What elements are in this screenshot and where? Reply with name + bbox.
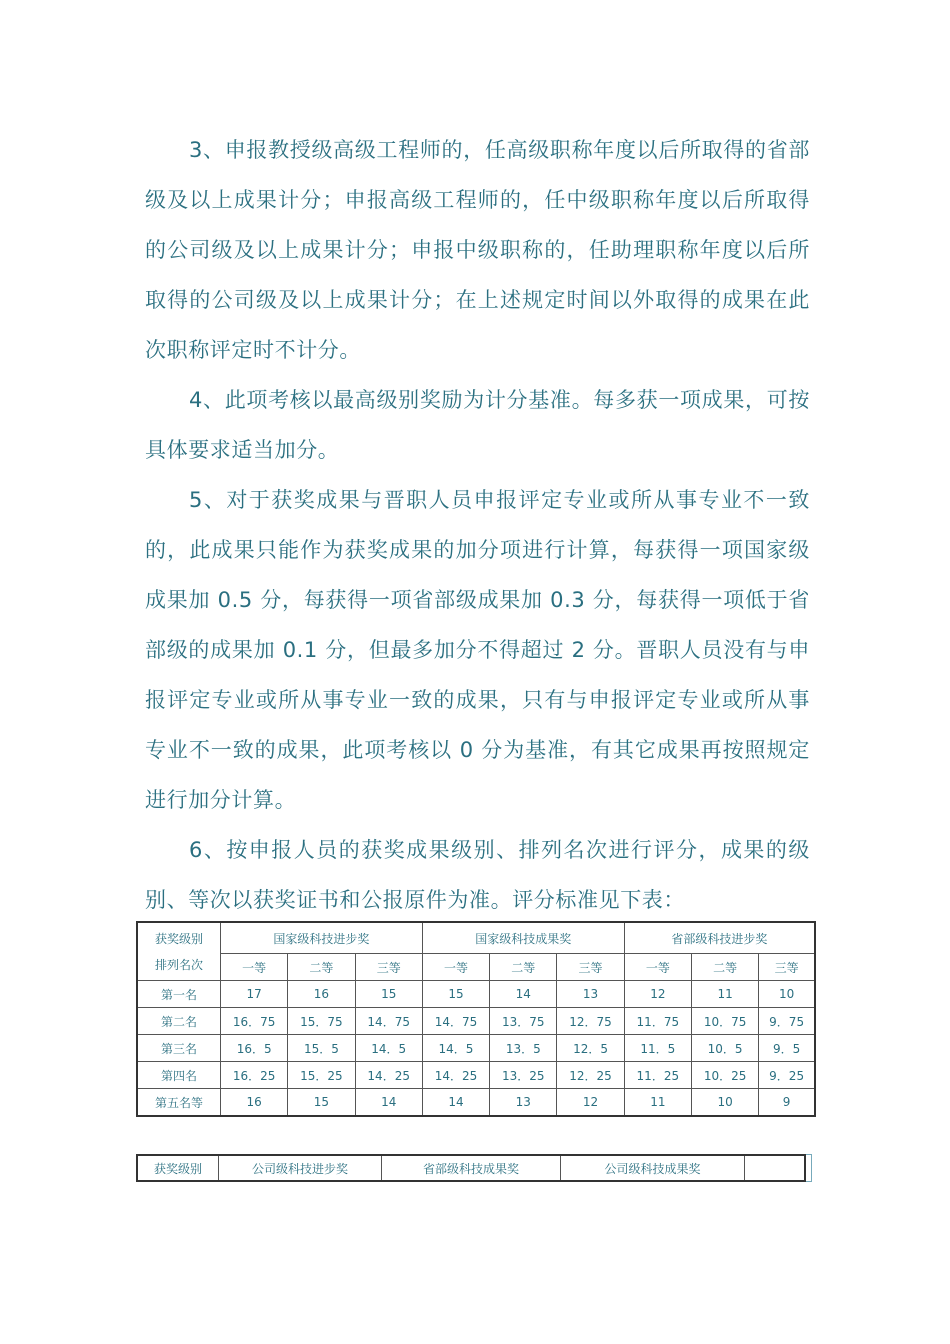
score-cell: 15．75 (288, 1008, 355, 1035)
score-cell: 12 (557, 1089, 624, 1117)
group-header: 公司级科技进步奖 (219, 1155, 382, 1181)
group-header: 省部级科技进步奖 (624, 922, 815, 954)
score-cell: 15 (422, 981, 489, 1008)
paragraph-3: 3、申报教授级高级工程师的，任高级职称年度以后所取得的省部级及以上成果计分；申报高级工程师的，任中级职称年度以后所取得的公司级及以上成果计分；申报中级职称的，任助理职称年度以后所取得的公司级及以上成果计分；在上述规定时间以外取得的成果在此次职称评定时不计分。 (145, 138, 810, 362)
score-cell: 11 (624, 1089, 691, 1117)
rank-label: 第二名 (137, 1008, 221, 1035)
rank-label: 第一名 (137, 981, 221, 1008)
score-cell: 14．5 (355, 1035, 422, 1062)
group-header: 公司级科技成果奖 (561, 1155, 745, 1181)
table-corner-header (137, 922, 221, 981)
paragraph-5: 5、对于获奖成果与晋职人员申报评定专业或所从事专业不一致的，此成果只能作为获奖成果的加分项进行计算，每获得一项国家级成果加 0.5 分，每获得一项省部级成果加 0.3 分，每获得一项低于省部级的成果加 0.1 分，但最多加分不得超过 2 分。晋职人员没有与申报评定专业或所从事专业一致的成果，只有与申报评定专业或所从事专业不一致的成果，此项考核以 0 分为基准，有其它成果再按照规定进行加分计算。 (145, 488, 810, 812)
score-cell: 13．75 (490, 1008, 557, 1035)
table-row (137, 981, 815, 1008)
grade-header: 一等 (422, 954, 489, 981)
rank-label: 第四名 (137, 1062, 221, 1089)
continuation-table (136, 1154, 806, 1182)
score-cell: 9．25 (759, 1062, 815, 1089)
score-cell: 11．25 (624, 1062, 691, 1089)
score-cell: 9．75 (759, 1008, 815, 1035)
table-edge-line (806, 1154, 812, 1182)
score-cell: 13 (490, 1089, 557, 1117)
grade-header: 三等 (557, 954, 624, 981)
empty-cell (745, 1155, 806, 1181)
score-cell: 12．25 (557, 1062, 624, 1089)
score-cell: 16．25 (221, 1062, 288, 1089)
score-cell: 10．75 (691, 1008, 758, 1035)
score-cell: 15 (288, 1089, 355, 1117)
score-cell: 14．75 (422, 1008, 489, 1035)
score-cell: 16．75 (221, 1008, 288, 1035)
group-header: 省部级科技成果奖 (382, 1155, 561, 1181)
score-cell: 13．5 (490, 1035, 557, 1062)
table-row (137, 1062, 815, 1089)
award-level-header: 获奖级别 (137, 1155, 219, 1181)
score-cell: 16 (221, 1089, 288, 1117)
score-cell: 14．25 (355, 1062, 422, 1089)
group-header: 国家级科技进步奖 (221, 922, 423, 954)
score-cell: 12 (624, 981, 691, 1008)
score-cell: 16．5 (221, 1035, 288, 1062)
corner-label-rank: 排列名次 (154, 957, 203, 972)
score-cell: 14．25 (422, 1062, 489, 1089)
score-cell: 14．75 (355, 1008, 422, 1035)
score-cell: 17 (221, 981, 288, 1008)
grade-header: 一等 (624, 954, 691, 981)
rank-label: 第三名 (137, 1035, 221, 1062)
grade-header: 三等 (759, 954, 815, 981)
score-cell: 12．5 (557, 1035, 624, 1062)
table-row (137, 1008, 815, 1035)
grade-header: 二等 (288, 954, 355, 981)
score-table (136, 921, 816, 1117)
score-cell: 14．5 (422, 1035, 489, 1062)
corner-label-award-level: 获奖级别 (154, 931, 203, 946)
grade-header: 二等 (691, 954, 758, 981)
score-cell: 11．75 (624, 1008, 691, 1035)
paragraph-4: 4、此项考核以最高级别奖励为计分基准。每多获一项成果，可按具体要求适当加分。 (145, 388, 810, 462)
score-cell: 12．75 (557, 1008, 624, 1035)
group-header: 国家级科技成果奖 (422, 922, 624, 954)
score-cell: 10．5 (691, 1035, 758, 1062)
table-row (137, 1155, 805, 1181)
score-cell: 14 (422, 1089, 489, 1117)
score-cell: 13 (557, 981, 624, 1008)
score-cell: 9．5 (759, 1035, 815, 1062)
grade-header: 三等 (355, 954, 422, 981)
paragraph-6: 6、按申报人员的获奖成果级别、排列名次进行评分，成果的级别、等次以获奖证书和公报原件为准。评分标准见下表： (145, 838, 810, 912)
score-cell: 9 (759, 1089, 815, 1117)
rank-label: 第五名等 (137, 1089, 221, 1117)
score-cell: 10 (759, 981, 815, 1008)
table-row (137, 1089, 815, 1117)
score-cell: 16 (288, 981, 355, 1008)
score-cell: 15．25 (288, 1062, 355, 1089)
score-cell: 15．5 (288, 1035, 355, 1062)
score-cell: 13．25 (490, 1062, 557, 1089)
score-cell: 14 (355, 1089, 422, 1117)
grade-header: 一等 (221, 954, 288, 981)
score-cell: 11 (691, 981, 758, 1008)
grade-header: 二等 (490, 954, 557, 981)
score-cell: 10．25 (691, 1062, 758, 1089)
score-cell: 10 (691, 1089, 758, 1117)
score-cell: 11．5 (624, 1035, 691, 1062)
score-cell: 14 (490, 981, 557, 1008)
score-cell: 15 (355, 981, 422, 1008)
table-row (137, 1035, 815, 1062)
